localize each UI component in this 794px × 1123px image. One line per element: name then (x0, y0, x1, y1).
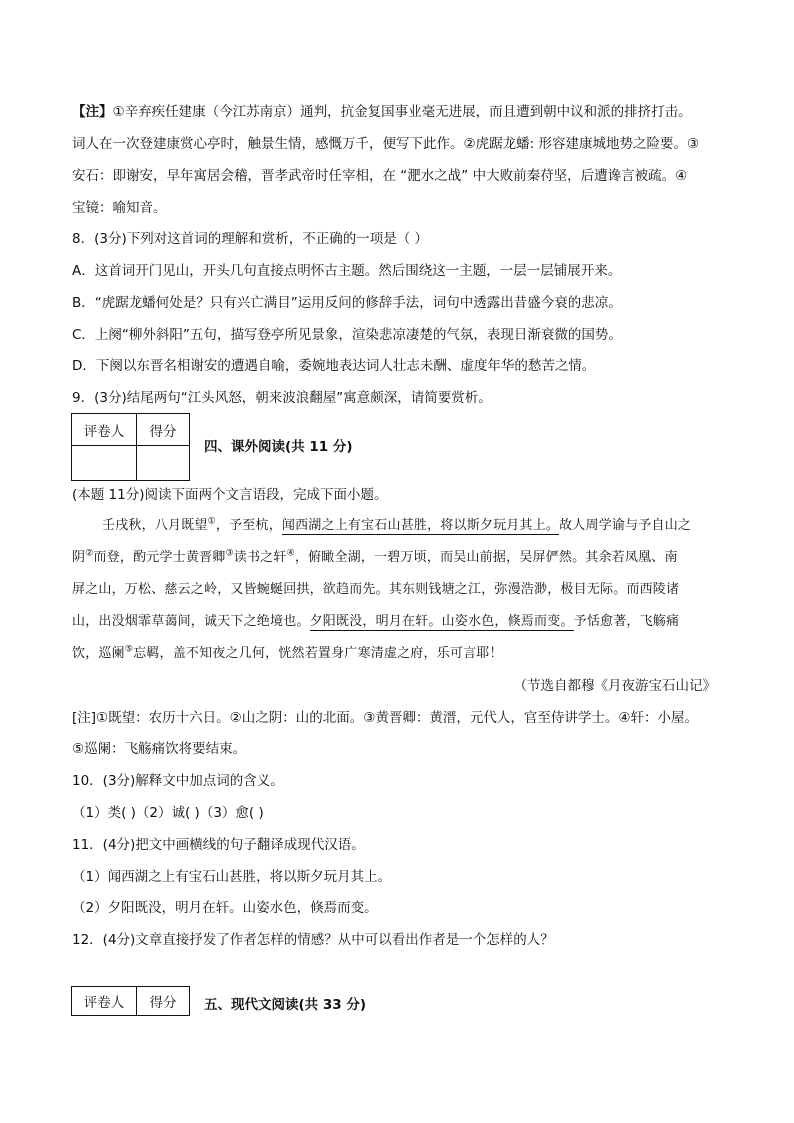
passage-source: （节选自都穆《月夜游宝石山记》 (513, 678, 716, 694)
section-5-title: 五、现代文阅读(共 33 分) (204, 997, 367, 1013)
note-line-4: 宝镜：喻知音。 (72, 200, 167, 216)
passage-line-4: 山，出没烟霏草蔼间，诚天下之绝境也。夕阳既没，明月在轩。山姿水色，倏焉而变。予恬愈著，飞觞痛 (72, 614, 680, 629)
question-8-option-c: C．上阕“柳外斜阳”五句，描写登亭所见景象，渲染悲凉凄楚的气氛，表现日渐衰微的国势。 (72, 327, 622, 343)
grader-cell[interactable] (72, 446, 137, 481)
passage-line-1: 壬戌秋，八月既望①，予至杭，闻西湖之上有宝石山甚胜，将以斯夕玩月其上。故人周学谕与予自山之 (102, 516, 692, 533)
question-11-sentence-2: （2）夕阳既没，明月在轩。山姿水色，倏焉而变。 (72, 900, 378, 916)
note-line-3: 安石：即谢安，早年寓居会稽，晋孝武帝时任宰相，在 “淝水之战” 中大败前秦苻坚，后遭谗言被疏。④ (72, 168, 688, 184)
passage-line-3: 屏之山，万松、慈云之岭，又皆蜿蜒回拱，欲趋而先。其东则钱塘之江，弥漫浩渺，极目无际。而西陵诸 (72, 582, 680, 597)
score-table-section-4 (71, 413, 190, 481)
score-table-section-5 (71, 986, 190, 1016)
note-text-1: ①辛弃疾任建康（今江苏南京）通判，抗金复国事业毫无进展，而且遭到朝中议和派的排挤打击。 (112, 104, 692, 120)
underlined-sentence-2: 夕阳既没，明月在轩。山姿水色，倏焉而变。 (309, 614, 574, 629)
question-12-stem: 12．(4分)文章直接抒发了作者怎样的情感？从中可以看出作者是一个怎样的人？ (72, 932, 554, 948)
reading-intro: (本题 11分)阅读下面两个文言语段，完成下面小题。 (72, 487, 388, 503)
note-label: 【注】 (72, 104, 113, 120)
passage-notes-line-1: [注]①既望：农历十六日。②山之阴：山的北面。③黄晋卿：黄溍，元代人，官至侍讲学士。④轩：小屋。 (72, 710, 698, 726)
note-line-2: 词人在一次登建康赏心亭时，触景生情，感慨万千，便写下此作。②虎踞龙蟠: 形容建康城地势之险要。③ (72, 136, 700, 152)
grader-label: 评卷人 (72, 414, 137, 446)
note-line-1 (72, 102, 692, 122)
question-8-option-a: A．这首词开门见山，开头几句直接点明怀古主题。然后围绕这一主题，一层一层铺展开来。 (72, 263, 622, 279)
passage-line-2: 阴②而登，酌元学士黄晋卿③读书之轩④，俯瞰全湖，一碧万顷，而吴山前据，吴屏俨然。其余若凤凰、南 (72, 548, 678, 565)
underlined-sentence-1: 闻西湖之上有宝石山甚胜，将以斯夕玩月其上。 (281, 518, 560, 533)
question-11-stem: 11．(4分)把文中画横线的句子翻译成现代汉语。 (72, 837, 365, 853)
question-9-stem: 9．(3分)结尾两句“江头风怒，朝来波浪翻屋”寓意颇深，请简要赏析。 (72, 390, 492, 406)
question-10-stem: 10．(3分)解释文中加点词的含义。 (72, 773, 284, 789)
grader-label: 评卷人 (72, 987, 137, 1016)
score-label: 得分 (137, 414, 190, 446)
question-8-option-b: B．“虎踞龙蟠何处是？只有兴亡满目”运用反问的修辞手法，词句中透露出昔盛今衰的悲凉。 (72, 295, 622, 311)
passage-line-5: 饮，巡阑⑤忘羁，盖不知夜之几何，恍然若置身广寒清虚之府，乐可言耶！ (72, 644, 503, 661)
question-10-items: （1）类( )（2）诚( )（3）愈( ) (72, 805, 264, 821)
score-cell[interactable] (137, 446, 190, 481)
question-8-stem: 8．(3分)下列对这首词的理解和赏析，不正确的一项是（ ） (72, 231, 429, 247)
section-4-title: 四、课外阅读(共 11 分) (204, 439, 353, 455)
question-11-sentence-1: （1）闻西湖之上有宝石山甚胜，将以斯夕玩月其上。 (72, 869, 392, 885)
passage-notes-line-2: ⑤巡阑：飞觞痛饮将要结束。 (72, 741, 247, 757)
score-label: 得分 (137, 987, 190, 1016)
question-8-option-d: D．下阕以东晋名相谢安的遭遇自喻，委婉地表达词人壮志未酬、虚度年华的愁苦之情。 (72, 358, 596, 374)
